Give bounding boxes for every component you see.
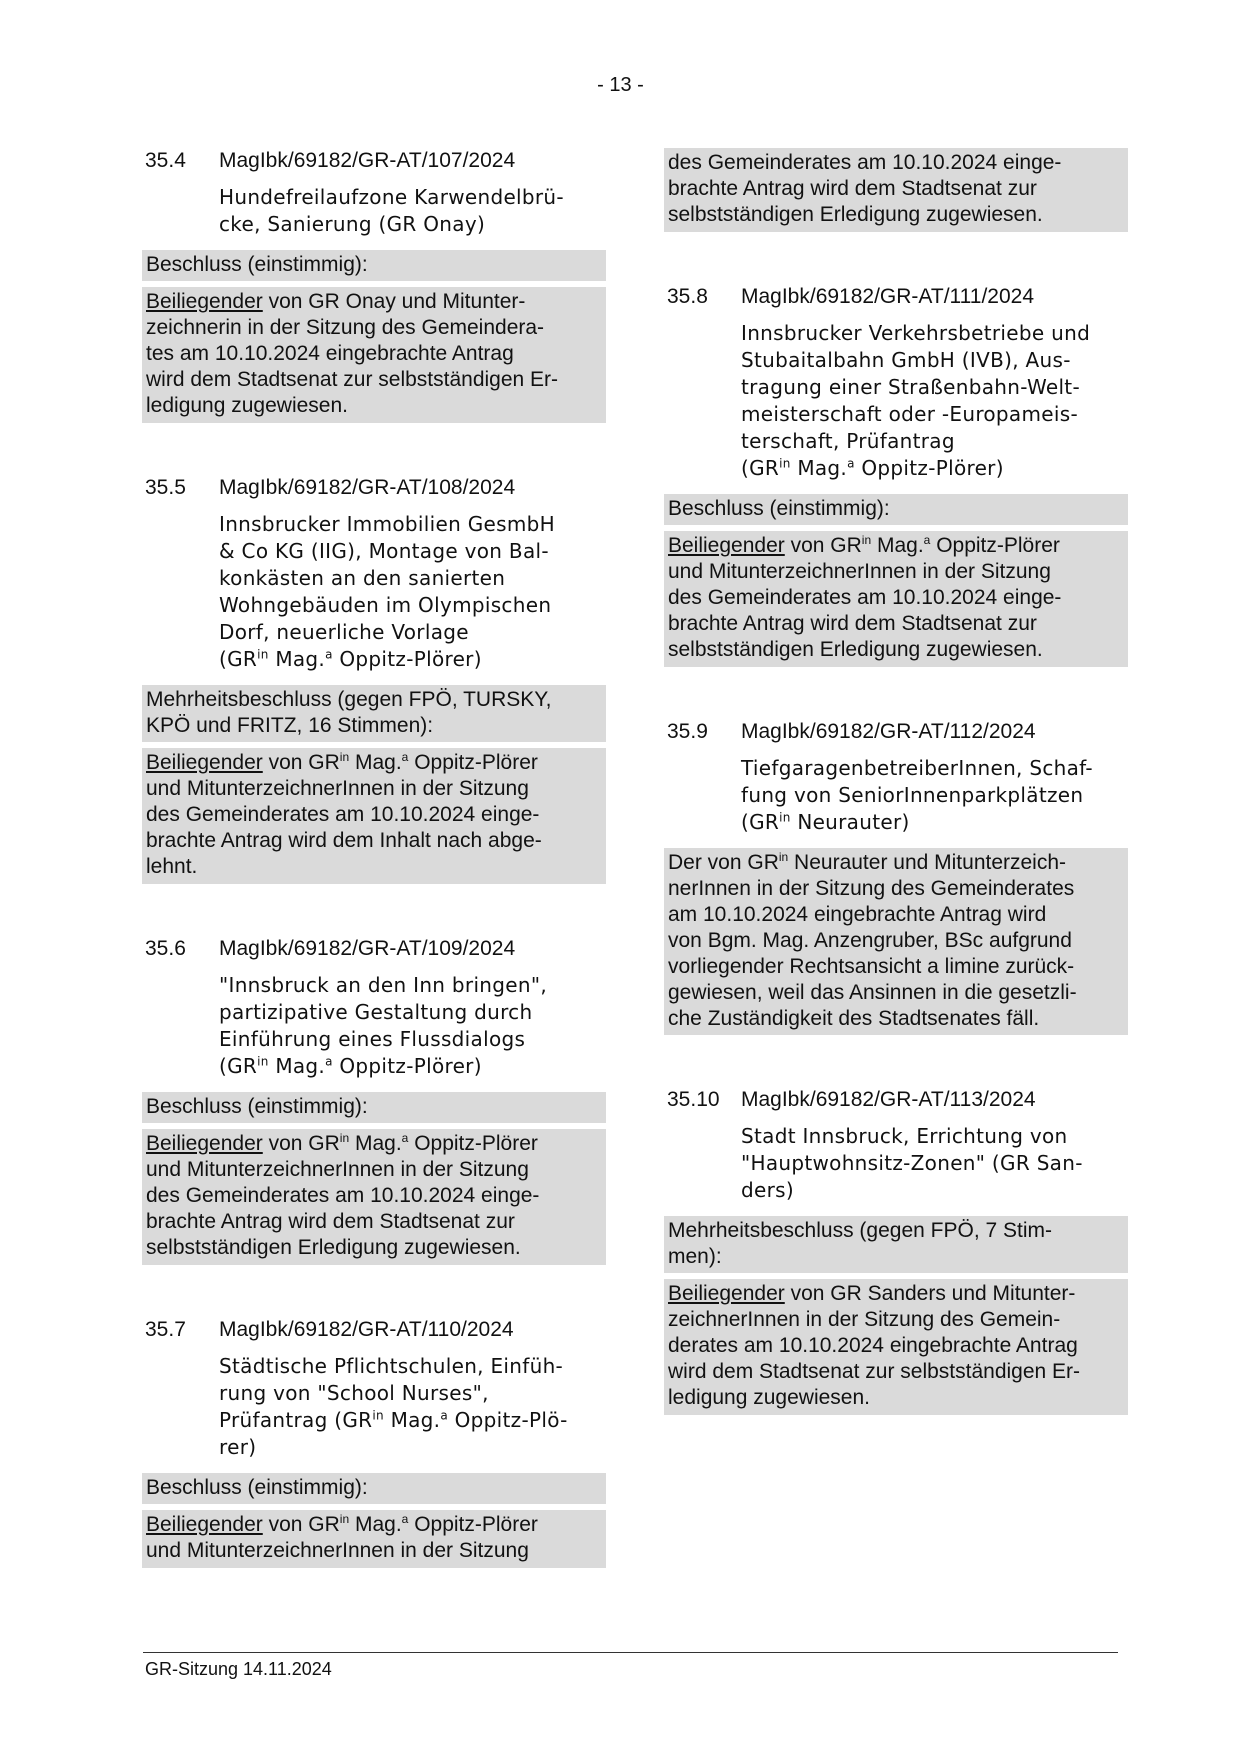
subject-line: terschaft, Prüfantrag — [741, 429, 955, 453]
subject-line: tragung einer Straßenbahn-Welt- — [741, 375, 1080, 399]
subject-line: cke, Sanierung (GR Onay) — [219, 212, 486, 236]
agenda-item-35-5 — [145, 475, 603, 884]
decision-box: Beschluss (einstimmig): — [142, 1092, 606, 1123]
attachment-link-text: Beiliegender — [146, 1513, 263, 1536]
text-line: ledigung zugewiesen. — [668, 1386, 870, 1409]
subject-line: Dorf, neuerliche Vorlage — [219, 620, 469, 644]
text-line: vorliegender Rechtsansicht a limine zurück- — [668, 955, 1075, 978]
agenda-item-35-7 — [145, 1317, 603, 1568]
text-line: selbstständigen Erledigung zugewiesen. — [668, 638, 1043, 661]
subject-line: meisterschaft oder -Europameis- — [741, 402, 1078, 426]
decision-box: Mehrheitsbeschluss (gegen FPÖ, 7 Stim- men): — [664, 1216, 1128, 1273]
subject-line: "Hauptwohnsitz-Zonen" (GR San- — [741, 1151, 1083, 1175]
item-subject — [219, 184, 603, 238]
subject-line: rung von "School Nurses", — [219, 1381, 489, 1405]
agenda-item-35-9 — [667, 719, 1125, 1035]
text-line: nerInnen in der Sitzung des Gemeinderates — [668, 877, 1075, 900]
decision-text: Beiliegender von $GR^{in}$ Mag.$^a$ Oppitz-Plörer und MitunterzeichnerInnen in der Sitzung des Gemeinderates am 10.10.2024 einge- brachte Antrag wird dem Stadtsenat zur selbstständigen Erledigung zugewiesen. — [142, 1129, 606, 1265]
decision-box: Beschluss (einstimmig): — [142, 250, 606, 281]
text-line: zeichnerin in der Sitzung des Gemeindera- — [146, 316, 545, 339]
footer-divider — [143, 1652, 1118, 1653]
text-line: und MitunterzeichnerInnen in der Sitzung — [146, 777, 529, 800]
item-subject — [219, 511, 603, 673]
text-line: wird dem Stadtsenat zur selbstständigen Er- — [146, 368, 559, 391]
agenda-item-35-6 — [145, 936, 603, 1265]
item-reference: MagIbk/69182/GR-AT/110/2024 — [219, 1318, 514, 1341]
subject-line: ders) — [741, 1178, 794, 1202]
right-column — [667, 148, 1125, 1415]
subject-line: TiefgaragenbetreiberInnen, Schaf- — [741, 756, 1093, 780]
subject-line: Innsbrucker Immobilien GesmbH — [219, 512, 555, 536]
text-line: brachte Antrag wird dem Inhalt nach abge- — [146, 829, 542, 852]
text-line: und MitunterzeichnerInnen in der Sitzung — [668, 560, 1051, 583]
left-column — [145, 148, 603, 1568]
subject-line: ($GR^{in}$ Mag.$^a$ Oppitz-Plörer) — [219, 1054, 482, 1078]
item-number: 35.10 — [667, 1088, 720, 1111]
attachment-link-text: Beiliegender — [668, 534, 785, 557]
text-line: che Zuständigkeit des Stadtsenates fäll. — [668, 1007, 1040, 1030]
subject-line: Stadt Innsbruck, Errichtung von — [741, 1124, 1068, 1148]
decision-text: Beiliegender von $GR^{in}$ Mag.$^a$ Oppitz-Plörer und MitunterzeichnerInnen in der Sitzung des Gemeinderates am 10.10.2024 einge- brachte Antrag wird dem Inhalt nach abge- lehnt. — [142, 748, 606, 884]
text-line: des Gemeinderates am 10.10.2024 einge- — [668, 586, 1062, 609]
text-line: selbstständigen Erledigung zugewiesen. — [146, 1236, 521, 1259]
subject-line: konkästen an den sanierten — [219, 566, 506, 590]
subject-line: Innsbrucker Verkehrsbetriebe und — [741, 321, 1091, 345]
text-line: gewiesen, weil das Ansinnen in die gesetzli- — [668, 981, 1077, 1004]
decision-text: Beiliegender von $GR^{in}$ Mag.$^a$ Oppitz-Plörer und MitunterzeichnerInnen in der Sitzung — [142, 1510, 606, 1568]
text-line: und MitunterzeichnerInnen in der Sitzung — [146, 1539, 529, 1562]
decision-text: Der von $GR^{in}$ Neurauter und Mitunterzeich- nerInnen in der Sitzung des Gemeinderates am 10.10.2024 eingebrachte Antrag wird von Bgm. Mag. Anzengruber, BSc aufgrund vorliegender Rechtsansicht a limine zurück- gewiesen, weil das Ansinnen in die gesetzli- che Zuständigkeit des Stadtsenates fäll. — [664, 848, 1128, 1035]
text-line: selbstständigen Erledigung zugewiesen. — [668, 203, 1043, 226]
page-number: - 13 - — [597, 74, 644, 96]
item-reference: MagIbk/69182/GR-AT/107/2024 — [219, 149, 516, 172]
item-header — [667, 284, 1125, 310]
item-reference: MagIbk/69182/GR-AT/108/2024 — [219, 476, 516, 499]
subject-line: Hundefreilaufzone Karwendelbrü- — [219, 185, 564, 209]
item-reference: MagIbk/69182/GR-AT/112/2024 — [741, 720, 1036, 743]
text-line: tes am 10.10.2024 eingebrachte Antrag — [146, 342, 514, 365]
text-line: des Gemeinderates am 10.10.2024 einge- — [668, 151, 1062, 174]
item-subject — [741, 320, 1125, 482]
item-header — [145, 936, 603, 962]
decision-box: Beschluss (einstimmig): — [664, 494, 1128, 525]
item-reference: MagIbk/69182/GR-AT/111/2024 — [741, 285, 1035, 308]
subject-line: Städtische Pflichtschulen, Einfüh- — [219, 1354, 564, 1378]
text-line: zeichnerInnen in der Sitzung des Gemein- — [668, 1308, 1061, 1331]
item-number: 35.9 — [667, 720, 708, 743]
text-line: brachte Antrag wird dem Stadtsenat zur — [668, 177, 1037, 200]
text-line: am 10.10.2024 eingebrachte Antrag wird — [668, 903, 1047, 926]
agenda-item-35-4 — [145, 148, 603, 423]
agenda-item-35-10 — [667, 1087, 1125, 1415]
text-line: von Bgm. Mag. Anzengruber, BSc aufgrund — [668, 929, 1072, 952]
text-line: des Gemeinderates am 10.10.2024 einge- — [146, 803, 540, 826]
item-header — [145, 148, 603, 174]
item-number: 35.5 — [145, 476, 186, 499]
text-line: und MitunterzeichnerInnen in der Sitzung — [146, 1158, 529, 1181]
decision-box: Mehrheitsbeschluss (gegen FPÖ, TURSKY, KPÖ und FRITZ, 16 Stimmen): — [142, 685, 606, 742]
subject-line: Prüfantrag ($GR^{in}$ Mag.$^a$ Oppitz-Plö- — [219, 1408, 568, 1432]
subject-line: Einführung eines Flussdialogs — [219, 1027, 526, 1051]
subject-line: ($GR^{in}$ Mag.$^a$ Oppitz-Plörer) — [741, 456, 1004, 480]
item-number: 35.4 — [145, 149, 186, 172]
subject-line: "Innsbruck an den Inn bringen", — [219, 973, 548, 997]
decision-box: Beschluss (einstimmig): — [142, 1473, 606, 1504]
item-reference: MagIbk/69182/GR-AT/113/2024 — [741, 1088, 1036, 1111]
item-subject — [741, 755, 1125, 836]
agenda-item-35-8 — [667, 284, 1125, 667]
item-subject — [741, 1123, 1125, 1204]
subject-line: ($GR^{in}$ Mag.$^a$ Oppitz-Plörer) — [219, 647, 482, 671]
decision-text: Beiliegender von GR Sanders und Mitunter- zeichnerInnen in der Sitzung des Gemein- derates am 10.10.2024 eingebrachte Antrag wird dem Stadtsenat zur selbstständigen Er- ledigung zugewiesen. — [664, 1279, 1128, 1415]
subject-line: & Co KG (IIG), Montage von Bal- — [219, 539, 549, 563]
subject-line: Wohngebäuden im Olympischen — [219, 593, 552, 617]
attachment-link-text: Beiliegender — [146, 1132, 263, 1155]
item-header — [145, 1317, 603, 1343]
attachment-link-text: Beiliegender — [668, 1282, 785, 1305]
item-number: 35.6 — [145, 937, 186, 960]
text-line: des Gemeinderates am 10.10.2024 einge- — [146, 1184, 540, 1207]
text-line: brachte Antrag wird dem Stadtsenat zur — [146, 1210, 515, 1233]
subject-line: partizipative Gestaltung durch — [219, 1000, 533, 1024]
text-line: brachte Antrag wird dem Stadtsenat zur — [668, 612, 1037, 635]
attachment-link-text: Beiliegender — [146, 290, 263, 313]
item-number: 35.7 — [145, 1318, 186, 1341]
subject-line: rer) — [219, 1435, 257, 1459]
item-header — [667, 719, 1125, 745]
text-line: derates am 10.10.2024 eingebrachte Antrag — [668, 1334, 1078, 1357]
item-header — [667, 1087, 1125, 1113]
text-line: lehnt. — [146, 855, 198, 878]
text-line: von GR Onay und Mitunter- — [262, 290, 526, 313]
item-number: 35.8 — [667, 285, 708, 308]
subject-line: fung von SeniorInnenparkplätzen — [741, 783, 1084, 807]
footer-text: GR-Sitzung 14.11.2024 — [145, 1659, 332, 1679]
text-line: ledigung zugewiesen. — [146, 394, 348, 417]
text-line: wird dem Stadtsenat zur selbstständigen Er- — [668, 1360, 1081, 1383]
continuation-text — [664, 148, 1128, 232]
decision-text — [142, 287, 606, 423]
decision-text: Beiliegender von $GR^{in}$ Mag.$^a$ Oppitz-Plörer und MitunterzeichnerInnen in der Sitzung des Gemeinderates am 10.10.2024 einge- brachte Antrag wird dem Stadtsenat zur selbstständigen Erledigung zugewiesen. — [664, 531, 1128, 667]
item-header — [145, 475, 603, 501]
item-subject — [219, 1353, 603, 1461]
item-subject — [219, 972, 603, 1080]
attachment-link-text: Beiliegender — [146, 751, 263, 774]
subject-line: Stubaitalbahn GmbH (IVB), Aus- — [741, 348, 1071, 372]
item-reference: MagIbk/69182/GR-AT/109/2024 — [219, 937, 516, 960]
subject-line: ($GR^{in}$ Neurauter) — [741, 810, 910, 834]
